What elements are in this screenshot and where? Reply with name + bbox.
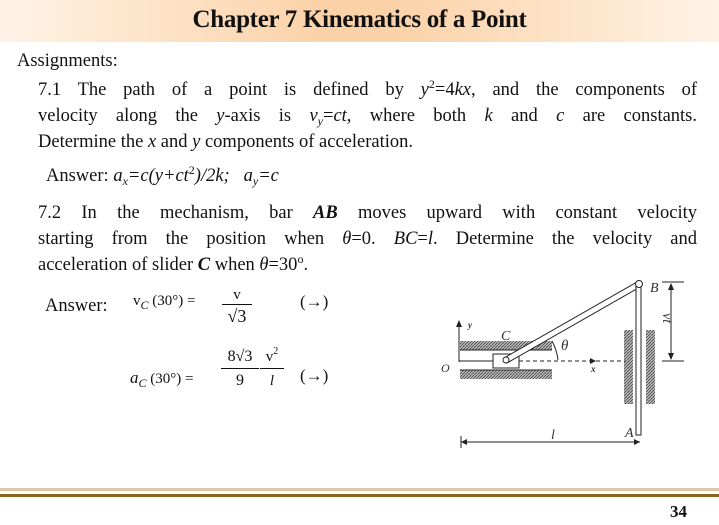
theta-arc xyxy=(552,341,558,360)
velocity-direction: (→) xyxy=(300,292,329,311)
y-arrow-icon xyxy=(456,320,462,327)
acceleration-direction: (→) xyxy=(300,366,329,385)
label-vt: vt xyxy=(659,313,674,324)
lower-guide xyxy=(460,370,552,379)
wall-guide-right xyxy=(646,330,655,404)
acceleration-fraction-2: $v^2$ l xyxy=(260,346,284,393)
pin-c xyxy=(503,357,509,363)
footer-line-dark xyxy=(0,494,719,497)
wall-guide-left xyxy=(624,330,633,404)
assignments-label: Assignments: xyxy=(17,51,118,71)
label-l: l xyxy=(551,428,555,443)
label-x: x xyxy=(591,364,596,374)
pin-b xyxy=(636,281,643,288)
p71-line1: 7.1 The path of a point is defined by $y^2=4kx$, and the components of xyxy=(38,77,698,100)
label-y: y xyxy=(468,320,472,330)
acceleration-answer: $a_C$ (30°) = xyxy=(130,368,194,390)
footer-line-light xyxy=(0,488,719,491)
label-o: O xyxy=(441,361,450,375)
p72-line1: 7.2 In the mechanism, bar AB moves upward with constant velocity xyxy=(38,203,697,223)
p71-line3: Determine the x and y components of acceleration. xyxy=(38,132,414,152)
label-b: B xyxy=(650,281,659,296)
slide-title: Chapter 7 Kinematics of a Point xyxy=(192,6,527,33)
page-number: 34 xyxy=(670,502,687,521)
label-theta: θ xyxy=(561,338,569,354)
answer-7-1: Answer: $a_x=c(y+ct^2)/2k$; $a_y=c$ xyxy=(46,163,279,188)
bar-ab xyxy=(636,285,641,435)
velocity-fraction: v √3 xyxy=(222,286,252,327)
velocity-answer: $v_C$ (30°) = xyxy=(133,293,196,312)
p72-line3: acceleration of slider C when $\theta=30^o$. xyxy=(38,252,309,275)
answer-7-2-label: Answer: xyxy=(45,296,108,316)
label-a: A xyxy=(625,426,634,441)
p72-line2: starting from the position when θ=0. BC=l. Determine the velocity and xyxy=(38,229,698,249)
label-c: C xyxy=(501,329,511,344)
p71-line2: velocity along the y-axis is $v_y=ct$, where both k and c are constants. xyxy=(38,106,698,128)
bar-bc xyxy=(504,282,640,363)
acceleration-fraction-1: 8√3 9 xyxy=(221,346,259,393)
